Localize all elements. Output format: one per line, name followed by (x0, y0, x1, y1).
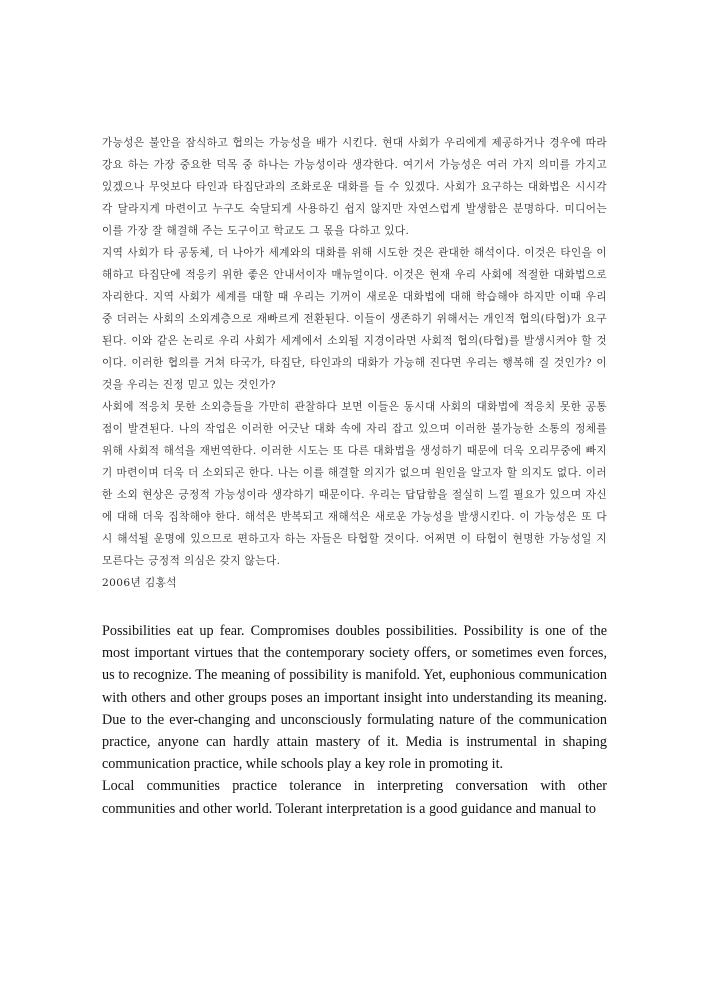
english-text-block (102, 620, 607, 820)
english-paragraph-1: Possibilities eat up fear. Compromises doubles possibilities. Possibility is one of the most important virtues that the contemporary society offers, or sometimes even forces, us to recognize. The meaning of possibility is manifold. Yet, euphonious communication with others and other groups poses an important insight into understanding its meaning. Due to the ever-changing and unconsciously formulating nature of the communication practice, anyone can hardly attain mastery of it. Media is instrumental in shaping communication practice, while schools play a key role in promoting it. (102, 623, 607, 773)
korean-text-block (102, 132, 607, 594)
english-paragraph-2: Local communities practice tolerance in interpreting conversation with other communities and other world. Tolerant interpretation is a good guidance and manual to (102, 778, 607, 817)
document-page (102, 132, 607, 820)
korean-paragraph-3: 사회에 적응치 못한 소외층들을 가만히 관찰하다 보면 이들은 동시대 사회의 대화법에 적응치 못한 공통점이 발견된다. 나의 작업은 이러한 어긋난 대화 속에 자리 잡고 있으며 이러한 불가능한 소통의 정체를 위해 사회적 해석을 재번역한다. 이러한 시도는 또 다른 대화법을 생성하기 때문에 더욱 오리무중에 빠지기 마련이며 더욱 더 소외되곤 한다. 나는 이를 해결할 의지가 없으며 원인을 알고자 할 의지도 없다. 이러한 소외 현상은 긍정적 가능성이라 생각하기 때문이다. 우리는 답답함을 절실히 느낄 필요가 있으며 자신에 대해 더욱 집착해야 한다. 해석은 반복되고 재해석은 새로운 가능성을 발생시킨다. 이 가능성은 또 다시 해석될 운명에 있으므로 편하고자 하는 자들은 타협할 것이다. 어쩌면 이 타협이 현명한 가능성일 지 모른다는 긍정적 의심은 갖지 않는다. (102, 401, 607, 567)
korean-paragraph-1: 가능성은 불안을 잠식하고 협의는 가능성을 배가 시킨다. 현대 사회가 우리에게 제공하거나 경우에 따라 강요 하는 가장 중요한 덕목 중 하나는 가능성이라 생각한다. 여기서 가능성은 여러 가지 의미를 가지고 있겠으나 무엇보다 타인과 타집단과의 조화로운 대화를 들 수 있겠다. 사회가 요구하는 대화법은 시시각각 달라지게 마련이고 누구도 숙달되게 사용하긴 쉽지 않지만 자연스럽게 발생함은 분명하다. 미디어는 이를 가장 잘 해결해 주는 도구이고 학교도 그 몫을 다하고 있다. (102, 137, 607, 237)
signature-line: 2006년 김홍석 (102, 577, 177, 589)
korean-paragraph-2: 지역 사회가 타 공동체, 더 나아가 세계와의 대화를 위해 시도한 것은 관대한 해석이다. 이것은 타인을 이해하고 타집단에 적응키 위한 좋은 안내서이자 매뉴얼이다. 이것은 현재 우리 사회에 적절한 대화법으로 자리한다. 지역 사회가 세계를 대할 때 우리는 기꺼이 새로운 대화법에 대해 학습해야 하지만 이때 우리 중 더러는 사회의 소외계층으로 재빠르게 전환된다. 이들이 생존하기 위해서는 개인적 협의(타협)가 요구된다. 이와 같은 논리로 우리 사회가 세계에서 소외될 지경이라면 사회적 협의(타협)를 발생시켜야 할 것이다. 이러한 협의를 거쳐 타국가, 타집단, 타인과의 대화가 가능해 진다면 우리는 행복해 질 것인가? 이것을 우리는 진정 믿고 있는 것인가? (102, 247, 607, 391)
